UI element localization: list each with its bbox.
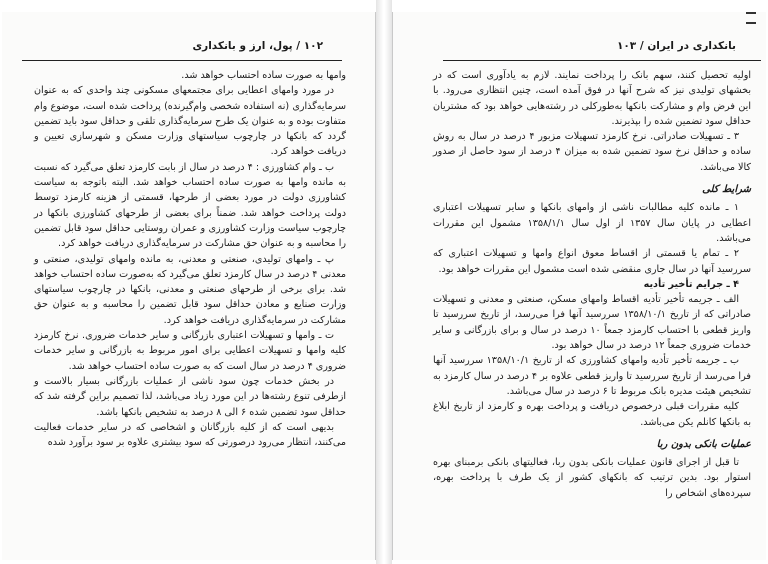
section-heading-no-interest: عملیات بانکی بدون ربا xyxy=(656,438,751,450)
right-running-header: بانکداری در ایران / ۱۰۳ xyxy=(616,40,736,52)
general-item-1: ۱ ـ مانده کلیه مطالبات ناشی از وامهای بانکها و سایر تسهیلات اعتباری اعطایی در پایان سال ۱۳۵۷ از اول سال ۱۳۵۸/۱/۱ مشمول این مقررات می‌باشد. xyxy=(433,202,751,244)
penalty-note: کلیه مقررات قبلی درخصوص دریافت و پرداخت بهره و کارمزد از تاریخ ابلاغ به بانکها کانلم یکن می‌باشد. xyxy=(433,401,751,428)
left-paragraph-6: در بخش خدمات چون سود ناشی از عملیات بازرگانی بسیار بالاست و ازطرفی تنوع رشته‌ها در این مورد زیاد می‌باشد، لذا تصمیم براین گرفته شد که حداقل سود تضمین شده ۶ الی ۸ درصد به تشخیص بانکها باشد. xyxy=(34,375,346,418)
general-item-4-title: ۴ ـ جرایم تأخیر تأدیه xyxy=(643,278,739,290)
left-page-body xyxy=(34,68,346,450)
right-header-rule xyxy=(443,60,761,61)
right-page xyxy=(392,12,766,560)
section-heading-general: شرایط کلی xyxy=(702,184,751,196)
general-item-2: ۲ ـ تمام یا قسمتی از اقساط معوق انواع وامها و تسهیلات اعتباری که سررسید آنها در سال جاری منقضی شده است مشمول این مقررات خواهد بود. xyxy=(433,248,751,275)
no-interest-paragraph-1: تا قبل از اجرای قانون عملیات بانکی بدون ربا، فعالیتهای بانکی برمبنای بهره استوار بود. بدین ترتیب که بانکهای کشور از یک طرف با پرداخت بهره، سپرده‌های اشخاص را xyxy=(433,457,751,499)
book-gutter xyxy=(376,0,392,564)
penalty-clause-b: ب ـ جریمه تأخیر تأدیه وامهای کشاورزی که از تاریخ ۱۳۵۸/۱۰/۱ سررسید آنها فرا می‌رسد از تاریخ سررسید تا واریز قطعی علاوه بر ۴ درصد در سال کارمزد به تشخیص هیئت مدیره بانک مربوط تا ۶ درصد در سال می‌باشد. xyxy=(433,355,751,397)
left-running-header: ۱۰۲ / پول، ارز و بانکداری xyxy=(192,40,323,52)
left-paragraph-4: پ ـ وامهای تولیدی، صنعتی و معدنی، به مانده وامهای تولیدی، صنعتی و معدنی ۴ درصد در سال کارمزد تعلق می‌گیرد که به‌صورت ساده احتساب خواهد شد. برای برخی از طرحهای صنعتی و معدنی، بانکها در چارچوب سیاستهای وزارت صنایع و معادن حداقل سود قابل تضمین را محاسبه و به عنوان حق مشارکت در سرمایه‌گذاری دریافت خواهد کرد. xyxy=(34,253,346,326)
left-paragraph-3: ب ـ وام کشاورزی : ۴ درصد در سال از بابت کارمزد تعلق می‌گیرد که نسبت به مانده وامها به صورت ساده احتساب خواهد شد. البته باتوجه به سیاست کشاورزی دولت در مورد بعضی از طرحها، قسمتی از هزینه کارمزد توسط دولت پرداخت خواهد شد. ضمناً برای بعضی از طرحهای کشاورزی بانکها در چارچوب سیاست وزارت کشاورزی و عمران روستایی حداقل سود قابل تضمین را محاسبه و به عنوان حق مشارکت در سرمایه‌گذاری دریافت خواهد کرد. xyxy=(34,161,346,250)
right-page-body xyxy=(433,68,751,501)
right-paragraph-1: اولیه تحصیل کنند، سهم بانک را پرداخت نمایند. لازم به یادآوری است که در بخشهای تولیدی نیز که شرح آنها در فوق آمده است، چنین انتظاری می‌رود. با این فرض وام و مشارکت بانکها به‌طورکلی در رشته‌هایی خواهد بود که مشتریان حداقل سود تضمین شده را بپذیرند. xyxy=(433,70,751,127)
right-paragraph-2: ۳ ـ تسهیلات صادراتی. نرخ کارمزد تسهیلات مزبور ۴ درصد در سال به روش ساده و حداقل نرخ سود تضمین شده به میزان ۴ درصد از سود حاصل از صدور کالا می‌باشد. xyxy=(433,131,751,173)
left-paragraph-5: ت ـ وامها و تسهیلات اعتباری بازرگانی و سایر خدمات ضروری. نرخ کارمزد کلیه وامها و تسهیلات اعطایی برای امور مربوط به بازرگانی و سایر خدمات ضروری ۴ درصد در سال است که به صورت ساده احتساب خواهد شد. xyxy=(34,330,346,372)
left-paragraph-1: وامها به صورت ساده احتساب خواهد شد. xyxy=(181,70,346,81)
left-page xyxy=(2,12,376,560)
page-corner-mark xyxy=(746,12,756,24)
left-paragraph-2: در مورد وامهای اعطایی برای مجتمعهای مسکونی چند واحدی که به عنوان سرمایه‌گذاری (نه استفاده شخصی وام‌گیرنده) پرداخت شده است، موضوع وام متفاوت بوده و به عنوان یک طرح سرمایه‌گذاری تلقی و حداقل سود باید تضمین گردد که بانکها در چارچوب سیاستهای وزارت مسکن و شهرسازی تعیین و دریافت خواهد کرد. xyxy=(34,85,346,158)
left-header-rule xyxy=(22,60,342,61)
left-paragraph-7: بدیهی است که از کلیه بازرگانان و اشخاصی که در سایر خدمات فعالیت می‌کنند، انتظار می‌رود درصورتی که سود بیشتری علاوه بر سود برآورد شده xyxy=(34,421,346,449)
penalty-clause-a: الف ـ جریمه تأخیر تأدیه اقساط وامهای مسکن، صنعتی و معدنی و تسهیلات صادراتی که از تاریخ ۱۳۵۸/۱۰/۱ سررسید آنها فرا می‌رسد، از تاریخ سررسید تا واریز قطعی با احتساب کارمزد جمعاً ۱۰ درصد در سال و برای بازرگانی و سایر خدمات ضروری جمعاً ۱۲ درصد در سال خواهد بود. xyxy=(433,294,751,352)
